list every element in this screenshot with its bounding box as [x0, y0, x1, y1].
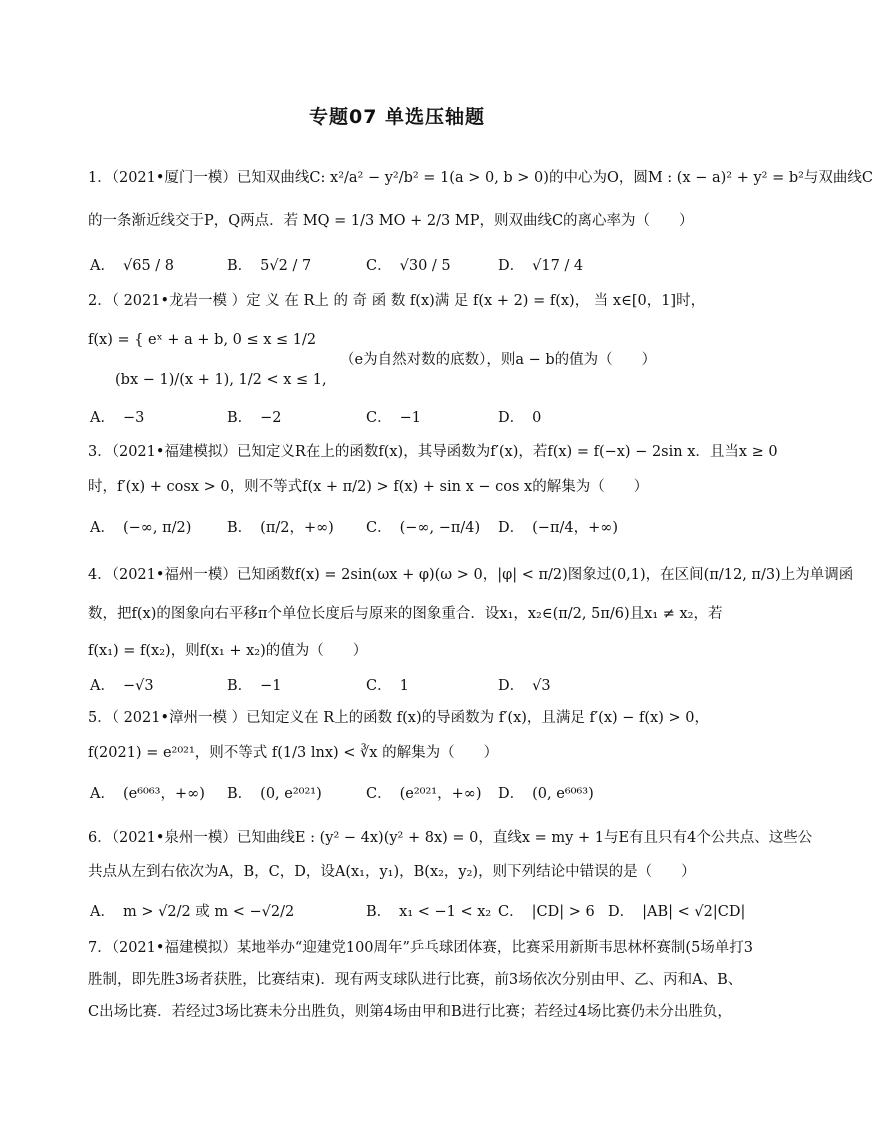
- option-d: D． |AB| < √2|CD|: [608, 904, 746, 920]
- question-6-line-2: 共点从左到右依次为A，B，C，D，设A(x₁，y₁)，B(x₂，y₂)，则下列结论中错误的是（ ）: [88, 864, 696, 880]
- option-a: A． (e⁶⁰⁶³，+∞): [90, 786, 205, 802]
- question-6-line-1: 6．（2021•泉州一模）已知曲线E : (y² − 4x)(y² + 8x) = 0，直线x = my + 1与E有且只有4个公共点、这些公: [88, 830, 813, 846]
- option-c: C． −1: [366, 410, 421, 426]
- option-a: A． −3: [90, 410, 145, 426]
- page-title: 专题07 单选压轴题: [308, 106, 486, 128]
- question-2-line-2a: f(x) = { eˣ + a + b, 0 ≤ x ≤ 1/2: [88, 332, 317, 348]
- question-7-line-2: 胜制，即先胜3场者获胜，比赛结束)．现有两支球队进行比赛，前3场依次分别由甲、乙、丙和A、B、: [88, 972, 743, 988]
- question-2-line-1: 2．（ 2021•龙岩一模 ）定 义 在 R上 的 奇 函 数 f(x)满 足 f(x + 2) = f(x)， 当 x∈[0，1]时，: [88, 293, 706, 309]
- question-3-line-1: 3．（2021•福建模拟）已知定义R在上的函数f(x)，其导函数为f′(x)，若f(x) = f(−x) − 2sin x．且当x ≥ 0: [88, 444, 778, 460]
- option-d: D． (0, e⁶⁰⁶³): [498, 786, 594, 802]
- question-4-line-1: 4．（2021•福州一模）已知函数f(x) = 2sin(ωx + φ)(ω > 0，|φ| < π/2)图象过(0,1)，在区间(π/12, π/3)上为单调函: [88, 567, 854, 583]
- option-a: A． (−∞, π/2): [90, 520, 192, 536]
- question-7-line-3: C出场比赛．若经过3场比赛未分出胜负，则第4场由甲和B进行比赛；若经过4场比赛仍未分出胜负，: [88, 1004, 732, 1020]
- option-b: B． 5√2 / 7: [227, 258, 312, 274]
- question-4-line-3: f(x₁) = f(x₂)，则f(x₁ + x₂)的值为（ ）: [88, 643, 368, 659]
- option-c: C． (e²⁰²¹，+∞): [366, 786, 482, 802]
- option-c: C． 1: [366, 678, 409, 694]
- question-2-line-2c: (bx − 1)/(x + 1), 1/2 < x ≤ 1,: [115, 372, 327, 388]
- question-2-line-2b: （e为自然对数的底数），则a − b的值为（ ）: [340, 352, 657, 368]
- option-d: D． (−π/4，+∞): [498, 520, 618, 536]
- option-b: B． −2: [227, 410, 282, 426]
- question-5-line-2: f(2021) = e²⁰²¹，则不等式 f(1/3 lnx) < ∛x 的解集为（ ）: [88, 745, 499, 761]
- question-1-line-2: 的一条渐近线交于P，Q两点．若 MQ = 1/3 MO + 2/3 MP，则双曲线C的离心率为（ ）: [88, 213, 694, 229]
- option-b: B． (π/2，+∞): [227, 520, 334, 536]
- option-b: B． −1: [227, 678, 282, 694]
- question-1-line-1: 1．（2021•厦门一模）已知双曲线C: x²/a² − y²/b² = 1(a > 0, b > 0)的中心为O，圆M : (x − a)² + y² = b²与双曲线C: [88, 170, 873, 186]
- option-c: C． √30 / 5: [366, 258, 451, 274]
- option-a: A． √65 / 8: [90, 258, 175, 274]
- option-b: B． x₁ < −1 < x₂: [366, 904, 492, 920]
- option-a: A． −√3: [90, 678, 154, 694]
- option-b: B． (0, e²⁰²¹): [227, 786, 322, 802]
- option-c: C． (−∞, −π/4): [366, 520, 481, 536]
- question-7-line-1: 7．（2021•福建模拟）某地举办“迎建党100周年”乒乓球团体赛，比赛采用新斯韦思林杯赛制(5场单打3: [88, 940, 754, 956]
- option-c: C． |CD| > 6: [498, 904, 595, 920]
- question-5-line-1: 5．（ 2021•漳州一模 ）已知定义在 R上的函数 f(x)的导函数为 f′(x)，且满足 f′(x) − f(x) > 0，: [88, 710, 709, 726]
- option-d: D． 0: [498, 410, 542, 426]
- question-4-line-2: 数，把f(x)的图象向右平移π个单位长度后与原来的图象重合．设x₁，x₂∈(π/2, 5π/6)且x₁ ≠ x₂，若: [88, 606, 723, 622]
- question-3-line-2: 时，f′(x) + cosx > 0，则不等式f(x + π/2) > f(x) + sin x − cos x的解集为（ ）: [88, 479, 649, 495]
- option-d: D． √17 / 4: [498, 258, 584, 274]
- option-d: D． √3: [498, 678, 551, 694]
- option-a: A． m > √2/2 或 m < −√2/2: [90, 904, 295, 920]
